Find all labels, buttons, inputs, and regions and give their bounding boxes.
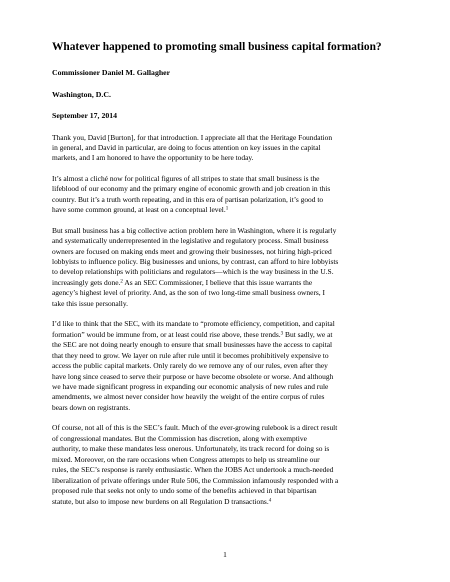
text-line [52, 257, 402, 267]
speech-date: September 17, 2014 [52, 111, 118, 120]
text-line [52, 497, 402, 507]
line-text: Thank you, David [Burton], for that introduction. I appreciate all that the Heritage Foundation [52, 132, 333, 142]
line-text: in general, and David in particular, are doing to focus attention on key issues in the capital [52, 142, 321, 152]
paragraph [52, 174, 402, 216]
text-line [52, 465, 402, 475]
line-text: we have made significant progress in expanding our economic analysis of new rules and rule [52, 382, 329, 392]
text-line [52, 184, 402, 194]
speech-body [52, 133, 402, 508]
line-text: rules, the SEC’s response is rarely enthusiastic. When the JOBS Act undertook a much-needed [52, 465, 334, 475]
text-line [52, 455, 402, 465]
line-text: agency’s highest level of priority. And, as the son of two long-time small business owners, I [52, 288, 326, 298]
paragraph [52, 226, 402, 310]
line-text: lobbyists to influence policy. Big businesses and unions, by contrast, can afford to hire lobbyists [52, 257, 339, 267]
line-text: take this issue personally. [52, 298, 128, 308]
text-line [52, 288, 402, 298]
line-text: formation” would be immune from, or at least could rise above, these trends. [52, 329, 281, 339]
line-text: I’d like to think that the SEC, with its mandate to “promote efficiency, competition, and capital [52, 319, 335, 329]
line-text-continued: But sadly, we at [283, 329, 333, 339]
text-line [52, 330, 402, 340]
line-text: increasingly gets done. [52, 277, 121, 287]
text-line [52, 361, 402, 371]
text-line [52, 226, 402, 236]
text-line [52, 392, 402, 402]
text-line [52, 267, 402, 277]
page-number: 1 [223, 550, 227, 559]
line-text: owners are focused on making ends meet and growing their businesses, not hiring high-priced [52, 246, 332, 256]
line-text: to develop relationships with politicians and regulators—which is the way business in the U.S. [52, 267, 334, 277]
text-line [52, 444, 402, 454]
line-text: But small business has a big collective action problem here in Washington, where it is regularly [52, 225, 337, 235]
text-line [52, 403, 402, 413]
text-line [52, 143, 402, 153]
text-line [52, 372, 402, 382]
footnote-marker[interactable]: 3 [280, 331, 284, 337]
footnote-marker[interactable]: 2 [120, 279, 123, 285]
line-text: have some common ground, at least on a conceptual level. [52, 205, 226, 215]
text-line [52, 195, 402, 205]
line-text: and systematically underrepresented in the legislative and regulatory process. Small business [52, 236, 329, 246]
line-text: proposed rule that seeks not only to undo some of the benefits achieved in that bipartisan [52, 486, 317, 496]
text-line [52, 340, 402, 350]
text-line [52, 351, 402, 361]
line-text: authority, to make these mandates less onerous. Unfortunately, its track record for doing so is [52, 444, 330, 454]
paragraph [52, 423, 402, 507]
line-text: that they need to grow. We layer on rule after rule until it becomes prohibitively expensive to [52, 350, 329, 360]
text-line [52, 236, 402, 246]
footnote-marker[interactable]: 1 [225, 206, 229, 212]
text-line [52, 434, 402, 444]
text-line [52, 382, 402, 392]
line-text: mixed. Moreover, on the rare occasions when Congress attempts to help us streamline our [52, 454, 320, 464]
text-line [52, 153, 402, 163]
line-text: It’s almost a cliché now for political figures of all stripes to state that small business is the [52, 173, 320, 183]
line-text: amendments, we almost never consider how heavily the weight of the entire corpus of rules [52, 392, 325, 402]
line-text: statute, but also to impose new burdens on all Regulation D transactions. [52, 496, 269, 506]
line-text: markets, and I am honored to have the opportunity to be here today. [52, 153, 254, 163]
paragraph [52, 319, 402, 413]
text-line [52, 174, 402, 184]
line-text: Of course, not all of this is the SEC’s fault. Much of the ever-growing rulebook is a direct result [52, 423, 338, 433]
line-text: access the public capital markets. Only rarely do we remove any of our rules, even after they [52, 361, 328, 371]
line-text: lifeblood of our economy and the primary engine of economic growth and job creation in this [52, 184, 331, 194]
line-text: bears down on registrants. [52, 402, 131, 412]
text-line [52, 133, 402, 143]
line-text: of congressional mandates. But the Commission has discretion, along with exemptive [52, 433, 307, 443]
text-line [52, 486, 402, 496]
text-line [52, 423, 402, 433]
speaker-name: Commissioner Daniel M. Gallagher [52, 68, 171, 77]
line-text: have long since ceased to serve their purpose or have become obsolete or worse. And although [52, 371, 334, 381]
speech-location: Washington, D.C. [52, 89, 111, 99]
text-line [52, 319, 402, 329]
speech-title: Whatever happened to promoting small business capital formation? [52, 41, 382, 53]
text-line [52, 299, 402, 309]
paragraph [52, 133, 402, 164]
line-text: country. But it’s a truth worth repeating, and in this era of partisan polarization, it’s good to [52, 194, 324, 204]
text-line [52, 278, 402, 288]
line-text: liberalization of private offerings under Rule 506, the Commission infamously responded with a [52, 475, 339, 485]
text-line [52, 247, 402, 257]
footnote-marker[interactable]: 4 [268, 498, 272, 504]
line-text: the SEC are not doing nearly enough to ensure that small businesses have the access to capital [52, 340, 333, 350]
text-line [52, 205, 402, 215]
text-line [52, 476, 402, 486]
line-text-continued: As an SEC Commissioner, I believe that this issue warrants the [122, 277, 313, 287]
